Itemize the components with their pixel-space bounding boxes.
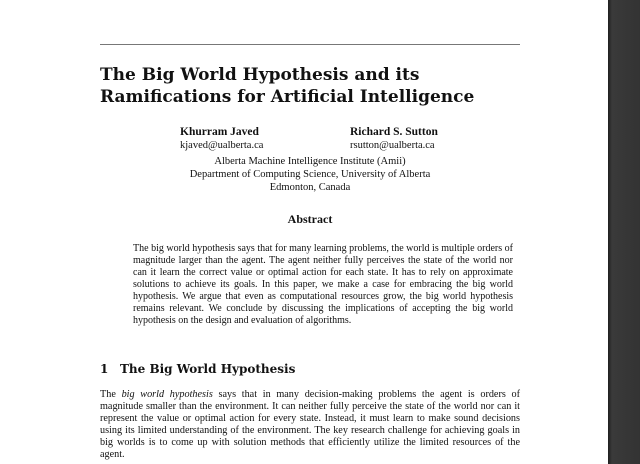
affiliation-line: Department of Computing Science, University of Alberta — [189, 169, 431, 180]
affiliation-line: Alberta Machine Intelligence Institute (Amii) — [214, 156, 406, 167]
author-block-1 — [180, 125, 263, 153]
author-block-2 — [350, 125, 438, 153]
author-email: rsutton@ualberta.ca — [350, 140, 435, 151]
body-lead: The — [100, 389, 116, 400]
affiliation-line: Edmonton, Canada — [269, 182, 351, 193]
viewer-background — [608, 0, 640, 464]
top-rule — [100, 44, 520, 45]
paper-title: The Big World Hypothesis and its Ramifications for Artificial Intelligence — [100, 65, 475, 107]
author-name: Richard S. Sutton — [350, 126, 438, 138]
affiliation — [160, 155, 460, 194]
section-body — [100, 389, 520, 461]
section-title: The Big World Hypothesis — [120, 362, 296, 376]
body-text: says that in many decision-making problems the agent is orders of magnitude smaller than the environment. It can neither fully perceive the state of the world nor can it represent the value or optimal action for every state. Instead, it must learn to make sound decisions using its limited understanding of the environment. The key research challenge for achieving goals in big worlds is to come up with solution methods that efficiently utilize the limited resources of the agent. — [100, 389, 521, 460]
abstract-text: The big world hypothesis says that for many learning problems, the world is multiple orders of magnitude larger than the agent. The agent neither fully perceives the state of the world nor can it learn the correct value or optimal action for each state. It has to rely on approximate solutions to achieve its goals. In this paper, we make a case for embracing the big world hypothesis. We argue that even as computational resources grow, the big world hypothesis remains relevant. We conclude by discussing the implications of accepting the big world hypothesis on the design and evaluation of algorithms. — [133, 243, 513, 326]
abstract-heading: Abstract — [287, 212, 333, 226]
author-name: Khurram Javed — [180, 126, 259, 138]
author-email: kjaved@ualberta.ca — [180, 140, 264, 151]
body-emphasis: big world hypothesis — [121, 389, 213, 400]
section-number: 1 — [100, 362, 109, 376]
section-heading — [100, 362, 295, 376]
